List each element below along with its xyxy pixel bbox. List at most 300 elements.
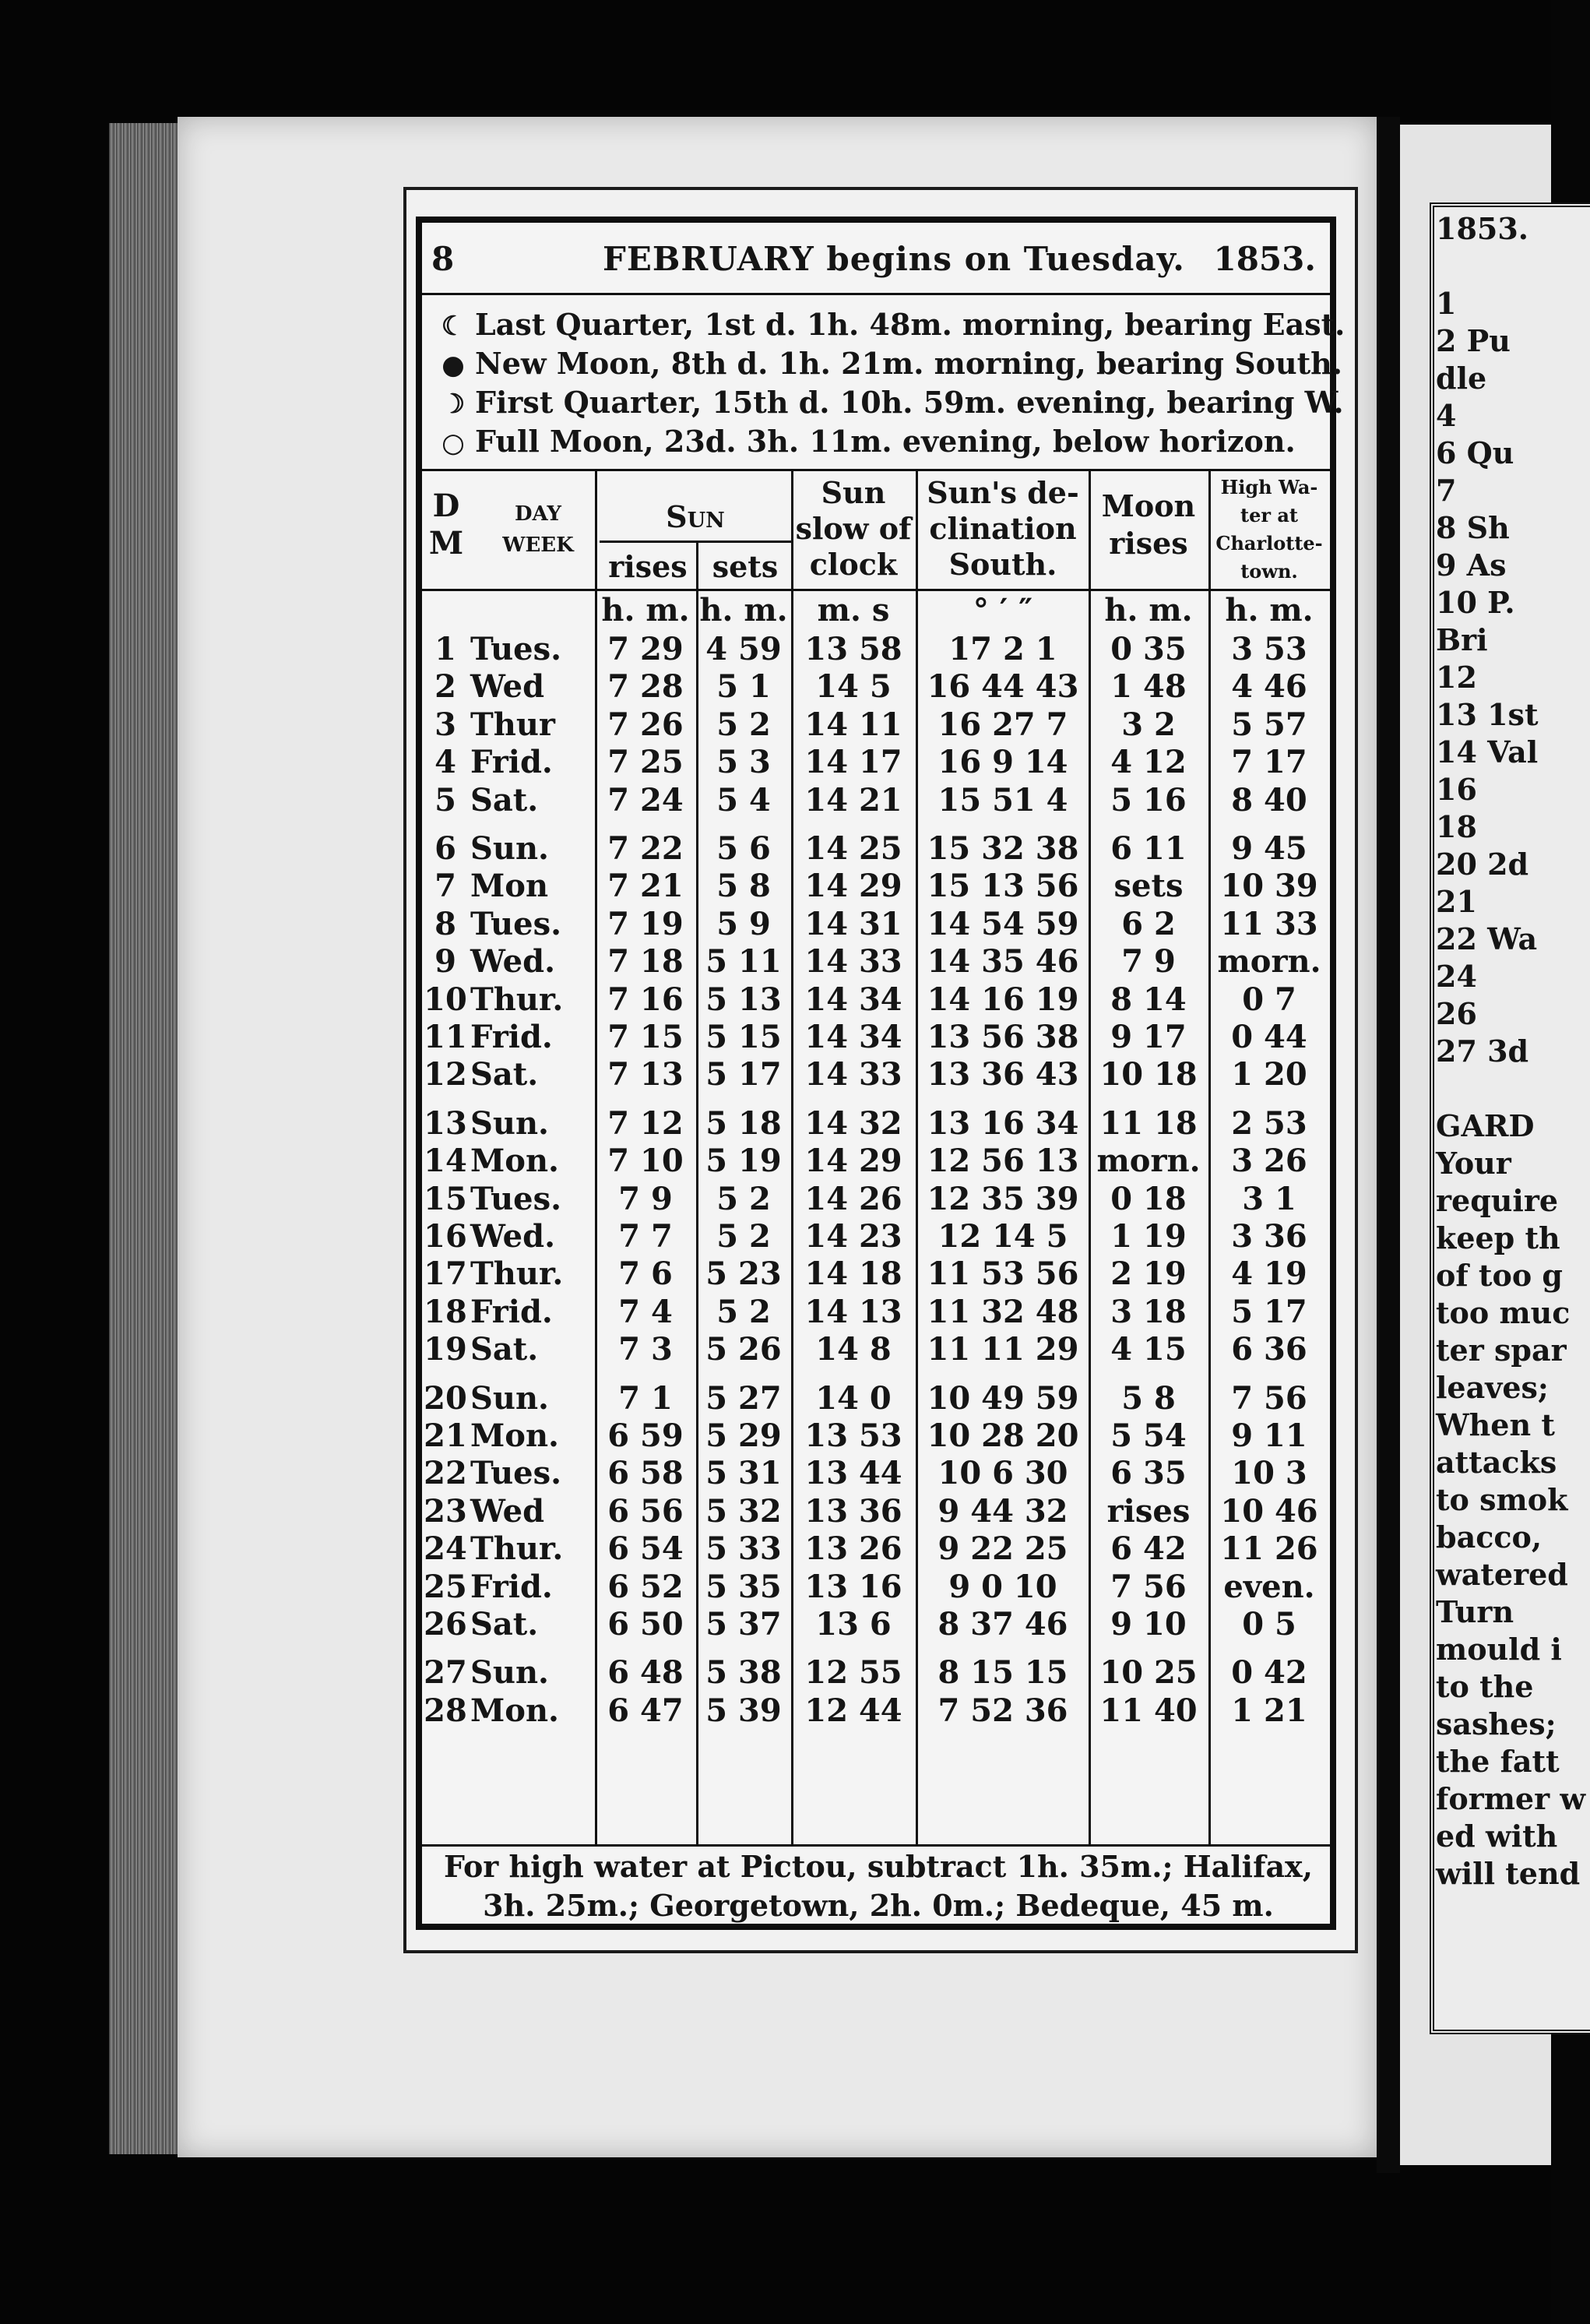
day-of-week-cell: Tues. <box>470 631 562 667</box>
units-sets: h. m. <box>699 592 788 629</box>
footer-note: For high water at Pictou, subtract 1h. 35m.; Halifax, 3h. 25m.; Georgetown, 2h. 0m.; Bedeque, 45 m. <box>444 1849 1313 1923</box>
sun-subheader-rule <box>600 541 791 543</box>
day-of-month-cell: 1 <box>434 631 456 667</box>
declination-cell: 9 0 10 <box>948 1568 1057 1605</box>
right-page-line: When t <box>1436 1407 1555 1442</box>
day-of-week-cell: Wed. <box>470 943 556 981</box>
declination-cell: 13 36 43 <box>927 1056 1079 1093</box>
book-gutter <box>1377 117 1400 2173</box>
high-water-cell: 9 45 <box>1231 830 1307 867</box>
declination-header: Sun's de- clination South. <box>927 475 1079 582</box>
sun-rises-cell: 6 50 <box>607 1606 684 1643</box>
high-water-cell: 10 46 <box>1220 1492 1318 1530</box>
day-of-week-cell: Wed <box>470 668 545 706</box>
day-of-week-cell: Sun. <box>470 1654 549 1692</box>
table-row <box>424 1606 1330 1643</box>
sun-slow-cell: 13 6 <box>815 1606 892 1643</box>
phases-rule <box>422 469 1330 471</box>
high-water-cell: 4 46 <box>1231 668 1307 706</box>
right-page-line: 1853. <box>1436 211 1528 246</box>
sun-slow-cell: 14 33 <box>804 1056 902 1093</box>
right-page-line: 20 2d <box>1436 847 1529 882</box>
sun-slow-cell: 14 33 <box>804 943 902 981</box>
moon-rises-cell: 7 56 <box>1110 1568 1187 1605</box>
declination-cell: 16 44 43 <box>927 668 1079 706</box>
moon-rises-cell: 0 35 <box>1110 631 1187 667</box>
right-page-line: 22 Wa <box>1436 921 1538 956</box>
right-page-line: 2 Pu <box>1436 323 1511 358</box>
day-of-month-cell: 27 <box>424 1654 467 1692</box>
high-water-cell: 7 56 <box>1231 1379 1307 1417</box>
sun-rises-header: rises <box>608 549 688 584</box>
declination-cell: 16 9 14 <box>937 744 1068 781</box>
day-of-month-cell: 4 <box>434 744 456 781</box>
sun-rises-cell: 7 6 <box>618 1255 673 1293</box>
moon-rises-cell: 5 54 <box>1110 1417 1187 1454</box>
table-row <box>424 1455 1330 1492</box>
right-page-line: 9 As <box>1436 548 1507 583</box>
sun-slow-cell: 14 17 <box>804 744 902 781</box>
moon-rises-cell: 1 48 <box>1110 668 1187 706</box>
day-of-month-cell: 18 <box>424 1293 467 1330</box>
sun-rises-cell: 6 58 <box>607 1455 684 1492</box>
day-of-week-cell: Mon <box>470 868 549 905</box>
declination-cell: 10 6 30 <box>937 1455 1068 1492</box>
day-of-week-cell: Tues. <box>470 1455 562 1492</box>
day-of-month-cell: 22 <box>424 1455 467 1492</box>
sun-slow-cell: 13 16 <box>804 1568 902 1605</box>
sun-slow-cell: 13 53 <box>804 1417 902 1454</box>
page-title: FEBRUARY begins on Tuesday. <box>603 240 1185 278</box>
moon-rises-cell: 5 16 <box>1110 781 1187 819</box>
right-page-line: 10 P. <box>1436 585 1515 620</box>
high-water-cell: 7 17 <box>1231 744 1307 781</box>
table-row <box>424 1331 1330 1368</box>
sun-sets-cell: 5 31 <box>705 1455 782 1492</box>
high-water-cell: 1 20 <box>1231 1056 1307 1093</box>
table-row <box>424 1493 1330 1530</box>
right-page-line: Bri <box>1436 622 1488 657</box>
sun-rises-cell: 7 26 <box>607 706 684 743</box>
sun-sets-cell: 5 29 <box>705 1417 782 1454</box>
right-page-line: 26 <box>1436 996 1477 1031</box>
day-of-month-cell: 11 <box>424 1019 467 1055</box>
declination-cell: 13 56 38 <box>927 1019 1079 1055</box>
sun-rises-cell: 6 59 <box>607 1417 684 1454</box>
sun-slow-cell: 13 36 <box>804 1492 902 1530</box>
right-page-line: leaves; <box>1436 1370 1549 1405</box>
day-of-month-cell: 28 <box>424 1692 467 1729</box>
right-page <box>1400 125 1586 2165</box>
sun-sets-cell: 5 8 <box>716 868 771 905</box>
sun-rises-cell: 7 3 <box>618 1331 673 1368</box>
declination-cell: 10 49 59 <box>927 1379 1079 1417</box>
sun-rises-cell: 6 48 <box>607 1654 684 1692</box>
sun-rises-cell: 6 52 <box>607 1568 684 1605</box>
sun-header: Sun <box>666 499 725 534</box>
right-page-line: keep th <box>1436 1220 1560 1255</box>
sun-slow-cell: 14 8 <box>815 1331 892 1368</box>
high-water-cell: 11 33 <box>1220 905 1318 942</box>
sun-slow-cell: 14 29 <box>804 868 902 905</box>
table-row <box>424 706 1330 744</box>
day-of-month-cell: 9 <box>434 943 456 981</box>
day-of-week-cell: Tues. <box>470 905 562 942</box>
day-of-week-cell: Thur. <box>470 981 564 1018</box>
declination-cell: 16 27 7 <box>937 706 1068 743</box>
sun-sets-cell: 5 26 <box>705 1331 782 1368</box>
day-of-week-cell: Frid. <box>470 1019 553 1055</box>
declination-cell: 15 51 4 <box>937 781 1068 819</box>
table-row <box>424 1056 1330 1093</box>
day-of-week-cell: Sat. <box>470 781 539 819</box>
high-water-header: High Wa- ter at Charlotte- town. <box>1215 476 1323 583</box>
right-page-line <box>1436 1070 1560 1107</box>
sun-rises-cell: 7 4 <box>618 1293 673 1330</box>
declination-cell: 8 15 15 <box>937 1654 1068 1692</box>
right-page-line: mould i <box>1436 1632 1562 1667</box>
sun-slow-header: Sun slow of clock <box>795 475 912 582</box>
right-page-line: 13 1st <box>1436 697 1539 732</box>
column-header-rule <box>422 589 1330 591</box>
table-row <box>424 1143 1330 1180</box>
day-of-month-cell: 8 <box>434 905 456 942</box>
footer-rule <box>422 1844 1330 1847</box>
high-water-cell: 10 39 <box>1220 868 1318 905</box>
moon-phase-text: Full Moon, 23d. 3h. 11m. evening, below horizon. <box>475 424 1296 459</box>
right-page-line: dle <box>1436 361 1487 396</box>
declination-cell: 7 52 36 <box>937 1692 1068 1729</box>
day-of-week-cell: Frid. <box>470 1568 553 1605</box>
day-of-week-cell: Frid. <box>470 1293 553 1330</box>
table-row <box>424 1294 1330 1331</box>
moon-rises-cell: 8 14 <box>1110 981 1187 1018</box>
right-page-line: 4 <box>1436 398 1457 433</box>
table-row <box>424 744 1330 781</box>
sun-sets-cell: 5 2 <box>716 1180 771 1217</box>
moon-phase-row <box>431 344 1343 383</box>
right-page-line: too muc <box>1436 1295 1571 1330</box>
sun-rises-cell: 7 29 <box>607 631 684 667</box>
declination-cell: 14 16 19 <box>927 981 1079 1018</box>
sun-rises-cell: 7 13 <box>607 1056 684 1093</box>
day-of-month-cell: 17 <box>424 1255 467 1293</box>
sun-rises-cell: 7 10 <box>607 1143 684 1180</box>
day-of-month-cell: 21 <box>424 1417 467 1454</box>
sun-slow-cell: 14 29 <box>804 1143 902 1180</box>
table-row <box>424 782 1330 819</box>
moon-rises-cell: 3 18 <box>1110 1293 1187 1330</box>
sun-slow-cell: 14 5 <box>815 668 892 706</box>
declination-cell: 14 54 59 <box>927 905 1079 942</box>
table-row <box>424 906 1330 943</box>
sun-rises-cell: 7 7 <box>618 1218 673 1255</box>
high-water-cell: 3 36 <box>1231 1218 1307 1255</box>
high-water-cell: 3 1 <box>1242 1180 1296 1217</box>
sun-sets-cell: 5 37 <box>705 1606 782 1643</box>
table-row <box>424 1654 1330 1692</box>
sun-sets-cell: 5 33 <box>705 1530 782 1568</box>
declination-cell: 9 22 25 <box>937 1530 1068 1568</box>
units-row <box>424 592 1330 629</box>
moon-rises-cell: 5 8 <box>1121 1379 1176 1417</box>
sun-sets-cell: 5 2 <box>716 706 771 743</box>
sun-sets-cell: 4 59 <box>705 631 782 667</box>
high-water-cell: 0 5 <box>1242 1606 1296 1643</box>
sun-sets-cell: 5 2 <box>716 1293 771 1330</box>
moon-rises-cell: 0 18 <box>1110 1180 1187 1217</box>
day-of-month-cell: 5 <box>434 781 456 819</box>
sun-sets-cell: 5 32 <box>705 1492 782 1530</box>
sun-rises-cell: 7 22 <box>607 830 684 867</box>
sun-slow-cell: 14 34 <box>804 981 902 1018</box>
high-water-cell: 2 53 <box>1231 1104 1307 1142</box>
high-water-cell: 4 19 <box>1231 1255 1307 1293</box>
table-row <box>424 1530 1330 1568</box>
day-of-month-cell: 23 <box>424 1492 467 1530</box>
right-page-line: sashes; <box>1436 1706 1557 1741</box>
moon-phase-text: Last Quarter, 1st d. 1h. 48m. morning, bearing East. <box>475 307 1346 342</box>
day-of-week-cell: Mon. <box>470 1143 559 1180</box>
high-water-cell: 10 3 <box>1231 1455 1307 1492</box>
sun-rises-cell: 7 1 <box>618 1379 673 1417</box>
sun-slow-cell: 14 32 <box>804 1104 902 1142</box>
right-page-line: require <box>1436 1183 1559 1218</box>
sun-slow-cell: 13 44 <box>804 1455 902 1492</box>
moon-rises-cell: 6 35 <box>1110 1455 1187 1492</box>
day-of-month-cell: 14 <box>424 1143 467 1180</box>
moon-phase-row <box>431 305 1346 344</box>
moon-rises-cell: 10 25 <box>1099 1654 1198 1692</box>
high-water-cell: 3 53 <box>1231 631 1307 667</box>
sun-slow-cell: 14 23 <box>804 1218 902 1255</box>
moon-rises-cell: 3 2 <box>1121 706 1176 743</box>
high-water-cell: 0 7 <box>1242 981 1296 1018</box>
moon-rises-cell: 9 17 <box>1110 1019 1187 1055</box>
high-water-cell: 1 21 <box>1231 1692 1307 1729</box>
sun-sets-cell: 5 17 <box>705 1056 782 1093</box>
high-water-cell: even. <box>1223 1568 1315 1605</box>
table-row <box>424 1569 1330 1606</box>
moon-rises-cell: 11 40 <box>1099 1692 1198 1729</box>
sun-rises-cell: 7 16 <box>607 981 684 1018</box>
right-page-line: 8 Sh <box>1436 510 1510 545</box>
right-page-line: 27 3d <box>1436 1033 1529 1069</box>
declination-cell: 17 2 1 <box>948 631 1057 667</box>
header-rule <box>422 293 1330 295</box>
sun-slow-cell: 12 55 <box>804 1654 902 1692</box>
right-page-line: attacks <box>1436 1445 1557 1480</box>
day-of-month-cell: 16 <box>424 1218 467 1255</box>
right-page-line: 7 <box>1436 473 1457 508</box>
sun-slow-cell: 14 31 <box>804 905 902 942</box>
right-page-line: watered <box>1436 1557 1568 1592</box>
moon-phase-row <box>431 422 1327 461</box>
sun-slow-cell: 13 58 <box>804 631 902 667</box>
sun-sets-header: sets <box>712 549 779 584</box>
right-page-line: 1 <box>1436 286 1457 321</box>
day-of-month-cell: 6 <box>434 830 456 867</box>
day-of-week-cell: Sat. <box>470 1056 539 1093</box>
last-quarter-moon-icon: ☾ <box>441 311 466 342</box>
page-header <box>424 231 1327 293</box>
day-of-month-cell: 7 <box>434 868 456 905</box>
right-page-line <box>1436 248 1560 285</box>
day-of-week-cell: Tues. <box>470 1180 562 1217</box>
sun-sets-cell: 5 11 <box>705 943 782 981</box>
high-water-cell: 8 40 <box>1231 781 1307 819</box>
sun-slow-cell: 14 26 <box>804 1180 902 1217</box>
right-page-line: 16 <box>1436 772 1477 807</box>
moon-phases <box>431 305 1346 461</box>
day-of-week-cell: Sun. <box>470 830 549 867</box>
day-of-month-cell: 25 <box>424 1568 467 1605</box>
units-rises: h. m. <box>601 592 690 629</box>
high-water-cell: 6 36 <box>1231 1331 1307 1368</box>
sun-rises-cell: 7 9 <box>618 1180 673 1217</box>
declination-cell: 14 35 46 <box>927 943 1079 981</box>
sun-slow-cell: 13 26 <box>804 1530 902 1568</box>
new-moon-icon: ● <box>441 350 465 381</box>
page-number: 8 <box>431 240 455 278</box>
day-of-month-cell: 10 <box>424 981 467 1018</box>
dm-header: D M <box>428 488 464 562</box>
sun-sets-cell: 5 39 <box>705 1692 782 1729</box>
high-water-cell: 0 44 <box>1231 1019 1307 1055</box>
declination-cell: 12 14 5 <box>937 1218 1068 1255</box>
right-page-line: GARD <box>1436 1108 1535 1143</box>
high-water-cell: 9 11 <box>1231 1417 1307 1454</box>
right-page-line: 24 <box>1436 959 1477 994</box>
day-of-month-cell: 12 <box>424 1056 467 1093</box>
sun-slow-cell: 14 21 <box>804 781 902 819</box>
table-row <box>424 1417 1330 1455</box>
declination-cell: 15 13 56 <box>927 868 1079 905</box>
moon-rises-cell: 10 18 <box>1099 1056 1198 1093</box>
day-of-week-cell: Wed <box>470 1492 545 1530</box>
sun-rises-cell: 7 25 <box>607 744 684 781</box>
moon-rises-cell: morn. <box>1096 1143 1201 1180</box>
right-page-line: of too g <box>1436 1258 1563 1293</box>
units-moon: h. m. <box>1104 592 1193 629</box>
day-week-header: DAY WEEK <box>502 502 574 557</box>
declination-cell: 11 11 29 <box>927 1331 1079 1368</box>
moon-rises-cell: 6 42 <box>1110 1530 1187 1568</box>
table-row <box>424 1019 1330 1056</box>
sun-slow-cell: 14 0 <box>815 1379 892 1417</box>
sun-slow-cell: 14 18 <box>804 1255 902 1293</box>
sun-rises-cell: 6 54 <box>607 1530 684 1568</box>
units-water: h. m. <box>1225 592 1314 629</box>
right-page-line: to smok <box>1436 1482 1568 1517</box>
day-of-week-cell: Thur. <box>470 1530 564 1568</box>
sun-sets-cell: 5 27 <box>705 1379 782 1417</box>
right-page-line: bacco, <box>1436 1519 1543 1555</box>
day-of-week-cell: Wed. <box>470 1218 556 1255</box>
right-page-line: 14 Val <box>1436 734 1539 769</box>
day-of-week-cell: Thur <box>470 706 556 743</box>
declination-cell: 10 28 20 <box>927 1417 1079 1454</box>
moon-rises-cell: 4 12 <box>1110 744 1187 781</box>
right-page-line: 6 Qu <box>1436 435 1514 470</box>
sun-sets-cell: 5 13 <box>705 981 782 1018</box>
sun-slow-cell: 14 13 <box>804 1293 902 1330</box>
page-year: 1853. <box>1213 240 1316 278</box>
table-row <box>424 830 1330 868</box>
sun-slow-cell: 14 34 <box>804 1019 902 1055</box>
sun-rises-cell: 7 19 <box>607 905 684 942</box>
right-page-line: 21 <box>1436 884 1477 919</box>
table-row <box>424 1255 1330 1293</box>
day-of-week-cell: Thur. <box>470 1255 564 1293</box>
day-of-week-cell: Sun. <box>470 1104 549 1142</box>
moon-rises-cell: 7 9 <box>1121 943 1176 981</box>
sun-sets-cell: 5 18 <box>705 1104 782 1142</box>
sun-sets-cell: 5 35 <box>705 1568 782 1605</box>
moon-rises-cell: 1 19 <box>1110 1218 1187 1255</box>
high-water-cell: 3 26 <box>1231 1143 1307 1180</box>
sun-slow-cell: 14 11 <box>804 706 902 743</box>
declination-cell: 12 35 39 <box>927 1180 1079 1217</box>
sun-rises-cell: 7 28 <box>607 668 684 706</box>
full-moon-icon: ○ <box>441 428 465 459</box>
sun-sets-cell: 5 3 <box>716 744 771 781</box>
sun-sets-cell: 5 38 <box>705 1654 782 1692</box>
day-of-week-cell: Sat. <box>470 1331 539 1368</box>
moon-rises-header: Moon rises <box>1101 488 1196 561</box>
declination-cell: 8 37 46 <box>937 1606 1068 1643</box>
table-row <box>424 1181 1330 1218</box>
day-of-week-cell: Mon. <box>470 1417 559 1454</box>
moon-rises-cell: rises <box>1106 1492 1191 1530</box>
sun-rises-cell: 6 47 <box>607 1692 684 1729</box>
right-page-line: the fatt <box>1436 1744 1560 1779</box>
day-of-month-cell: 2 <box>434 668 456 706</box>
high-water-cell: 5 17 <box>1231 1293 1307 1330</box>
day-of-month-cell: 3 <box>434 706 456 743</box>
table-row <box>424 868 1330 905</box>
day-of-month-cell: 13 <box>424 1104 467 1142</box>
high-water-cell: 5 57 <box>1231 706 1307 743</box>
day-of-week-cell: Sat. <box>470 1606 539 1643</box>
moon-rises-cell: sets <box>1113 868 1184 905</box>
sun-rises-cell: 7 18 <box>607 943 684 981</box>
right-page-text <box>1436 210 1586 1893</box>
right-page-line: Turn <box>1436 1594 1514 1629</box>
moon-rises-cell: 6 11 <box>1110 830 1187 867</box>
day-of-week-cell: Sun. <box>470 1379 549 1417</box>
right-page-line: former w <box>1436 1781 1586 1816</box>
declination-cell: 11 32 48 <box>927 1293 1079 1330</box>
declination-cell: 12 56 13 <box>927 1143 1079 1180</box>
sun-sets-cell: 5 23 <box>705 1255 782 1293</box>
day-of-week-cell: Mon. <box>470 1692 559 1729</box>
day-of-month-cell: 20 <box>424 1379 467 1417</box>
declination-cell: 15 32 38 <box>927 830 1079 867</box>
sun-slow-cell: 14 25 <box>804 830 902 867</box>
moon-rises-cell: 6 2 <box>1121 905 1176 942</box>
sun-sets-cell: 5 19 <box>705 1143 782 1180</box>
declination-cell: 9 44 32 <box>937 1492 1068 1530</box>
declination-cell: 11 53 56 <box>927 1255 1079 1293</box>
table-row <box>424 1692 1330 1730</box>
table-row <box>424 943 1330 981</box>
moon-rises-cell: 11 18 <box>1099 1104 1198 1142</box>
first-quarter-moon-icon: ☽ <box>441 389 466 420</box>
right-page-line: to the <box>1436 1669 1534 1704</box>
table-row <box>424 631 1330 668</box>
right-page-line: ed with <box>1436 1819 1558 1854</box>
